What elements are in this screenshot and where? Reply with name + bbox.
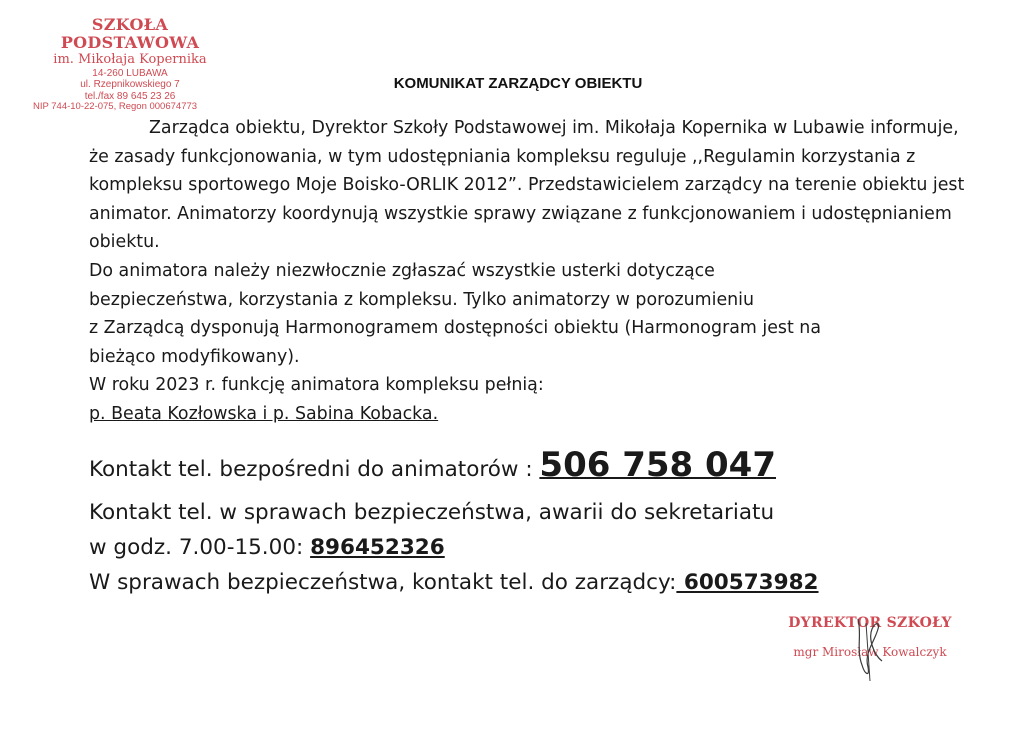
secretariat-hours bbox=[89, 530, 969, 565]
animator-names: p. Beata Kozłowska i p. Sabina Kobacka. bbox=[89, 403, 439, 424]
animators-contact-label: Kontakt tel. bezpośredni do animatorów : bbox=[89, 457, 540, 482]
body-line-modified: bieżąco modyfikowany). bbox=[89, 346, 300, 367]
animators-phone: 506 758 047 bbox=[539, 445, 776, 485]
secretariat-hours-label: w godz. 7.00-15.00: bbox=[89, 535, 311, 560]
signature-name: mgr Mirosław Kowalczyk bbox=[793, 645, 947, 659]
contact-section bbox=[89, 440, 969, 600]
body-line-safety: bezpieczeństwa, korzystania z kompleksu. Tylko animatorzy w porozumieniu bbox=[89, 289, 755, 310]
stamp-city: 14-260 LUBAWA bbox=[92, 67, 168, 79]
manager-contact-label: W sprawach bezpieczeństwa, kontakt tel. do zarządcy: bbox=[89, 570, 677, 595]
secretariat-phone: 896452326 bbox=[310, 535, 445, 560]
animators-contact bbox=[89, 440, 969, 495]
handwritten-signature-icon bbox=[848, 615, 894, 685]
secretariat-contact-label: Kontakt tel. w sprawach bezpieczeństwa, awarii do sekretariatu bbox=[89, 500, 775, 525]
stamp-phone: tel./fax 89 645 23 26 bbox=[84, 90, 176, 102]
school-stamp bbox=[30, 16, 230, 113]
announcement-body bbox=[89, 114, 969, 429]
director-signature-stamp bbox=[770, 615, 970, 659]
intro-paragraph: Zarządca obiektu, Dyrektor Szkoły Podstawowej im. Mikołaja Kopernika w Lubawie informuje, że zasady funkcjonowania, w tym udostępniania kompleksu reguluje ,,Regulamin korzystania z kompleksu sportowego Moje Boisko-ORLIK 2012”. Przedstawicielem zarządcy na terenie obiektu jest animator. Animatorzy koordynują wszystkie sprawy związane z funkcjonowaniem i udostępnianiem obiektu. bbox=[89, 118, 965, 253]
stamp-school-name: SZKOŁA PODSTAWOWA bbox=[60, 15, 200, 53]
body-line-report: Do animatora należy niezwłocznie zgłaszać wszystkie usterki dotyczące bbox=[89, 260, 715, 281]
manager-phone: 600573982 bbox=[676, 570, 819, 595]
manager-contact bbox=[89, 565, 969, 600]
document-title: KOMUNIKAT ZARZĄDCY OBIEKTU bbox=[393, 75, 643, 92]
stamp-tax-ids: NIP 744-10-22-075, Regon 000674773 bbox=[32, 101, 198, 113]
body-line-year: W roku 2023 r. funkcję animatora kompleksu pełnią: bbox=[89, 375, 544, 396]
signature-title: DYREKTOR SZKOŁY bbox=[788, 615, 952, 631]
body-line-schedule: z Zarządcą dysponują Harmonogramem dostępności obiektu (Harmonogram jest na bbox=[89, 318, 821, 339]
stamp-patron: im. Mikołaja Kopernika bbox=[53, 51, 207, 67]
stamp-street: ul. Rzepnikowskiego 7 bbox=[80, 79, 180, 91]
